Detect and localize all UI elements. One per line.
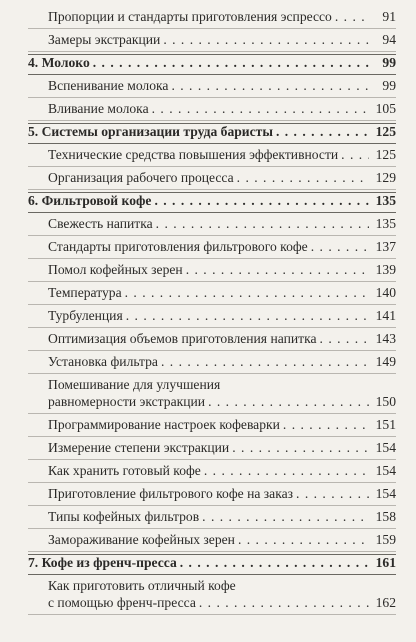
toc-entry	[28, 31, 396, 52]
page-number: 151	[375, 417, 396, 432]
page-number: 99	[382, 78, 396, 93]
leader-dots	[341, 146, 369, 163]
entry-title-line2: с помощью френч-пресса	[48, 595, 196, 610]
leader-dots	[238, 531, 369, 548]
entry-title: Установка фильтра	[48, 354, 158, 369]
entry-title-line2: равномерности экстракции	[48, 394, 206, 409]
entry-title: Стандарты приготовления фильтрового кофе	[48, 239, 308, 254]
leader-dots	[208, 393, 369, 410]
page-number: 129	[375, 170, 396, 185]
toc-chapter	[28, 123, 396, 144]
entry-title: Приготовление фильтрового кофе на заказ	[48, 486, 294, 501]
toc-entry	[28, 169, 396, 190]
toc-chapter	[28, 554, 396, 575]
page-number: 125	[375, 124, 396, 139]
toc-entry	[28, 531, 396, 552]
toc-chapter	[28, 54, 396, 75]
page-number: 158	[375, 509, 396, 524]
chapter-title: 6. Фильтровой кофе	[28, 193, 152, 208]
toc-entry	[28, 485, 396, 506]
leader-dots	[152, 100, 369, 117]
page-number: 141	[375, 308, 396, 323]
entry-title: Вспенивание молока	[48, 78, 169, 93]
entry-title: Свежесть напитка	[48, 216, 153, 231]
leader-dots	[154, 192, 369, 209]
page-number: 154	[375, 486, 396, 501]
toc-entry	[28, 77, 396, 98]
leader-dots	[125, 284, 369, 301]
leader-dots	[161, 353, 369, 370]
toc-entry	[28, 261, 396, 282]
leader-dots	[180, 554, 369, 571]
entry-title: Измерение степени экстракции	[48, 440, 230, 455]
page-number: 125	[375, 147, 396, 162]
entry-title: Вливание молока	[48, 101, 149, 116]
entry-title-line1: Как приготовить отличный кофе	[48, 578, 236, 593]
page-number: 91	[382, 9, 396, 24]
leader-dots	[163, 31, 369, 48]
toc-entry	[28, 146, 396, 167]
entry-title: Температура	[48, 285, 122, 300]
page-number: 154	[375, 463, 396, 478]
toc-entry	[28, 439, 396, 460]
chapter-title: 7. Кофе из френч-пресса	[28, 555, 177, 570]
leader-dots	[93, 54, 369, 71]
entry-title: Как хранить готовый кофе	[48, 463, 201, 478]
page-number: 140	[375, 285, 396, 300]
page-number: 162	[375, 595, 396, 610]
toc-entry	[28, 462, 396, 483]
entry-title: Замораживание кофейных зерен	[48, 532, 235, 547]
entry-title: Помол кофейных зерен	[48, 262, 183, 277]
leader-dots	[335, 8, 369, 25]
entry-title: Типы кофейных фильтров	[48, 509, 200, 524]
toc-entry	[28, 577, 396, 615]
leader-dots	[276, 123, 369, 140]
toc-entry	[28, 353, 396, 374]
toc-entry	[28, 8, 396, 29]
page-number: 161	[375, 555, 396, 570]
entry-title: Оптимизация объемов приготовления напитка	[48, 331, 317, 346]
entry-title: Турбуленция	[48, 308, 123, 323]
entry-title: Технические средства повышения эффективности	[48, 147, 339, 162]
leader-dots	[232, 439, 369, 456]
toc-entry	[28, 238, 396, 259]
page-number: 137	[375, 239, 396, 254]
page-number: 150	[375, 394, 396, 409]
leader-dots	[296, 485, 369, 502]
toc-entry	[28, 376, 396, 414]
chapter-title: 5. Системы организации труда баристы	[28, 124, 273, 139]
entry-title: Программирование настроек кофеварки	[48, 417, 280, 432]
page-number: 139	[375, 262, 396, 277]
leader-dots	[156, 215, 369, 232]
entry-title: Замеры экстракции	[48, 32, 161, 47]
page-number: 149	[375, 354, 396, 369]
toc-entry	[28, 215, 396, 236]
leader-dots	[202, 508, 369, 525]
page-number: 105	[375, 101, 396, 116]
toc-entry	[28, 416, 396, 437]
page-number: 94	[382, 32, 396, 47]
entry-title-line1: Помешивание для улучшения	[48, 377, 221, 392]
toc-chapter	[28, 192, 396, 213]
leader-dots	[311, 238, 369, 255]
toc-entry	[28, 284, 396, 305]
leader-dots	[186, 261, 369, 278]
leader-dots	[320, 330, 369, 347]
leader-dots	[283, 416, 369, 433]
page-number: 159	[375, 532, 396, 547]
entry-title: Пропорции и стандарты приготовления эспрессо	[48, 9, 332, 24]
page-number: 154	[375, 440, 396, 455]
leader-dots	[237, 169, 369, 186]
leader-dots	[204, 462, 369, 479]
leader-dots	[171, 77, 369, 94]
leader-dots	[126, 307, 369, 324]
toc-entry	[28, 330, 396, 351]
toc-entry	[28, 100, 396, 121]
toc-entry	[28, 508, 396, 529]
toc-entry	[28, 307, 396, 328]
chapter-title: 4. Молоко	[28, 55, 90, 70]
leader-dots	[199, 594, 369, 611]
page-number: 135	[375, 216, 396, 231]
page-number: 135	[375, 193, 396, 208]
page-number: 143	[375, 331, 396, 346]
entry-title: Организация рабочего процесса	[48, 170, 234, 185]
page-number: 99	[382, 55, 396, 70]
